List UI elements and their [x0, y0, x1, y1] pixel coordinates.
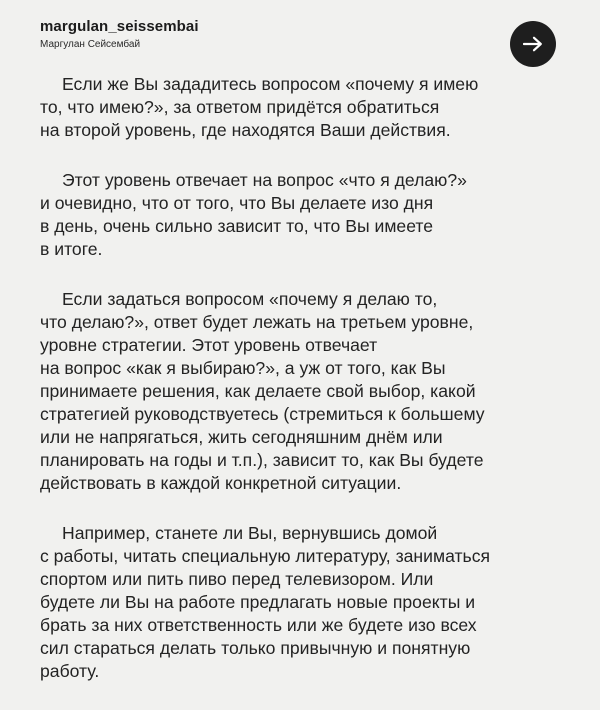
text-line: то, что имею?», за ответом придётся обратиться — [40, 97, 440, 117]
text-line: Например, станете ли Вы, вернувшись домой — [62, 523, 438, 543]
text-line: брать за них ответственность или же будете изо всех — [40, 615, 477, 635]
text-line: сил стараться делать только привычную и понятную — [40, 638, 471, 658]
author-full-name: Маргулан Сейсембай — [40, 39, 141, 50]
next-slide-button[interactable] — [510, 21, 556, 67]
text-line: с работы, читать специальную литературу, заниматься — [40, 546, 491, 566]
text-line: работу. — [40, 661, 100, 681]
text-line: уровне стратегии. Этот уровень отвечает — [40, 335, 378, 355]
text-line: будете ли Вы на работе предлагать новые проекты и — [40, 592, 476, 612]
paragraph-1 — [40, 73, 570, 142]
text-line: на вопрос «как я выбираю?», а уж от того, как Вы — [40, 358, 446, 378]
arrow-right-icon — [523, 36, 543, 52]
text-line: и очевидно, что от того, что Вы делаете изо дня — [40, 193, 434, 213]
text-line: Этот уровень отвечает на вопрос «что я делаю?» — [62, 170, 467, 190]
text-line: или не напрягаться, жить сегодняшним днём или — [40, 427, 443, 447]
post-body — [40, 73, 570, 710]
username[interactable]: margulan_seissembai — [40, 18, 199, 35]
text-line: принимаете решения, как делаете свой выбор, какой — [40, 381, 476, 401]
post-header — [40, 18, 199, 52]
text-line: на второй уровень, где находятся Ваши действия. — [40, 120, 451, 140]
text-line: что делаю?», ответ будет лежать на третьем уровне, — [40, 312, 474, 332]
text-line: действовать в каждой конкретной ситуации. — [40, 473, 402, 493]
text-line: стратегией руководствуетесь (стремиться к большему — [40, 404, 485, 424]
text-line: в день, очень сильно зависит то, что Вы имеете — [40, 216, 434, 236]
text-line: спортом или пить пиво перед телевизором. Или — [40, 569, 434, 589]
paragraph-4 — [40, 522, 570, 683]
paragraph-2 — [40, 169, 570, 261]
text-line: планировать на годы и т.п.), зависит то, как Вы будете — [40, 450, 484, 470]
paragraph-3 — [40, 288, 570, 495]
text-line: в итоге. — [40, 239, 103, 259]
text-line: Если же Вы зададитесь вопросом «почему я имею — [62, 74, 479, 94]
text-line: Если задаться вопросом «почему я делаю то, — [62, 289, 438, 309]
